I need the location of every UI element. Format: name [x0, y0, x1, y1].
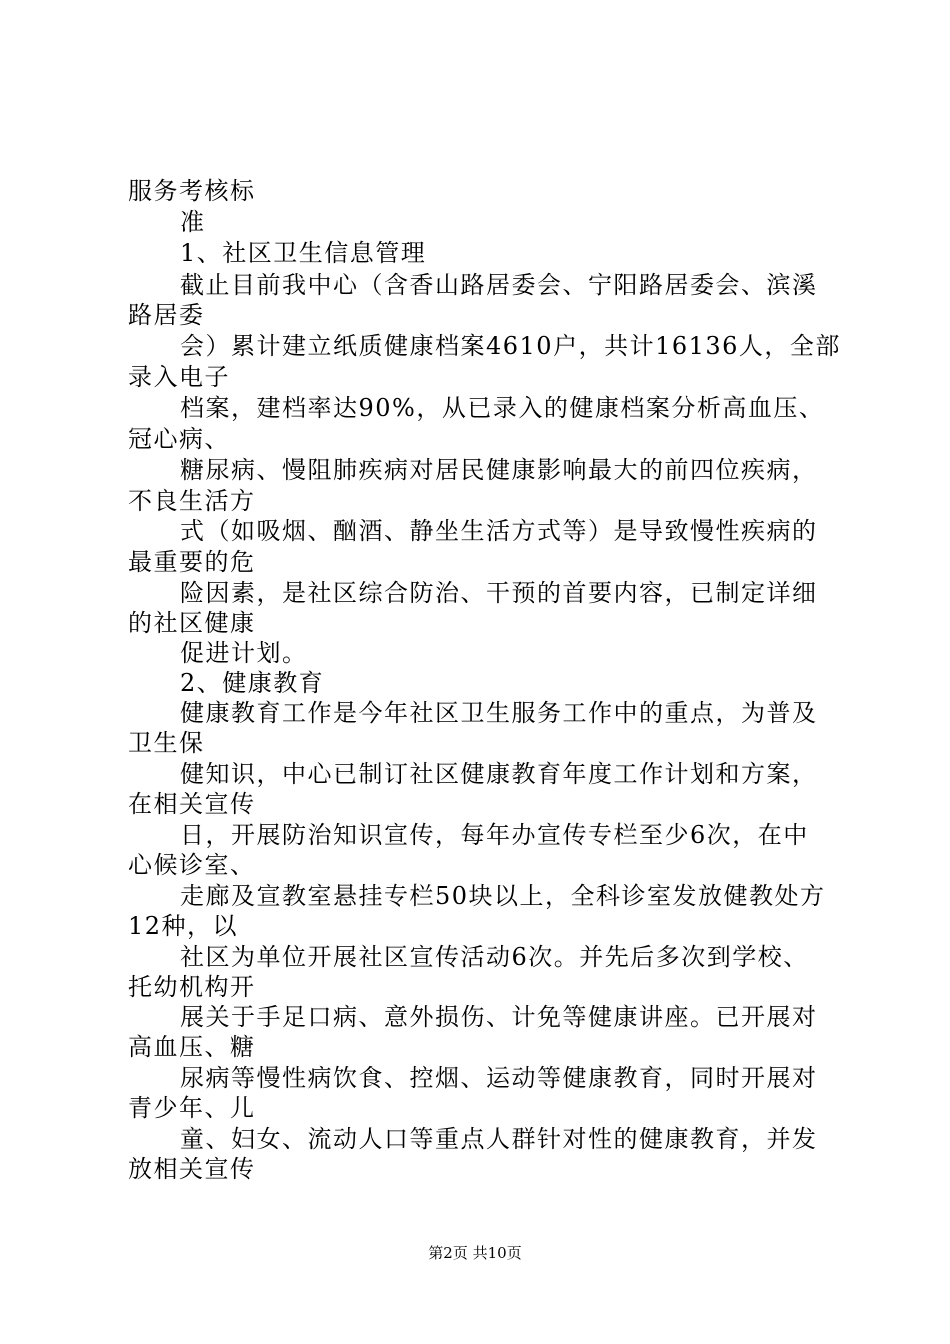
text-line: 路居委 — [128, 301, 205, 329]
text-line: 截止目前我中心（含香山路居委会、宁阳路居委会、滨溪 — [180, 271, 818, 299]
text-line: 录入电子 — [128, 363, 230, 391]
section-heading: 2、健康教育 — [180, 669, 325, 697]
text-line: 托幼机构开 — [128, 973, 256, 1001]
section-heading: 1、社区卫生信息管理 — [180, 239, 427, 267]
text-line: 心候诊室、 — [128, 851, 256, 879]
text-line: 展关于手足口病、意外损伤、计免等健康讲座。已开展对 — [180, 1003, 818, 1031]
text-line: 日，开展防治知识宣传，每年办宣传专栏至少6次，在中 — [180, 821, 809, 849]
text-line: 卫生保 — [128, 729, 205, 757]
text-line: 12种，以 — [128, 912, 239, 940]
text-line: 走廊及宣教室悬挂专栏50块以上，全科诊室发放健教处方 — [180, 882, 826, 910]
text-line: 糖尿病、慢阻肺疾病对居民健康影响最大的前四位疾病， — [180, 456, 818, 484]
text-line: 促进计划。 — [180, 639, 308, 667]
text-line: 放相关宣传 — [128, 1155, 256, 1183]
text-line: 社区为单位开展社区宣传活动6次。并先后多次到学校、 — [180, 943, 809, 971]
text-line: 式（如吸烟、酗酒、静坐生活方式等）是导致慢性疾病的 — [180, 517, 818, 545]
text-line: 青少年、儿 — [128, 1094, 256, 1122]
text-line: 童、妇女、流动人口等重点人群针对性的健康教育，并发 — [180, 1125, 818, 1153]
text-line: 在相关宣传 — [128, 790, 256, 818]
text-line: 档案，建档率达90%，从已录入的健康档案分析高血压、 — [180, 394, 825, 422]
text-line: 健康教育工作是今年社区卫生服务工作中的重点，为普及 — [180, 699, 818, 727]
text-line: 会）累计建立纸质健康档案4610户，共计16136人，全部 — [180, 332, 841, 360]
text-line: 尿病等慢性病饮食、控烟、运动等健康教育，同时开展对 — [180, 1064, 818, 1092]
text-line: 最重要的危 — [128, 548, 256, 576]
page-number-footer: 第2页 共10页 — [428, 1244, 522, 1262]
text-line: 的社区健康 — [128, 609, 256, 637]
text-line: 健知识，中心已制订社区健康教育年度工作计划和方案， — [180, 760, 818, 788]
text-line: 冠心病、 — [128, 425, 230, 453]
text-line: 险因素，是社区综合防治、干预的首要内容，已制定详细 — [180, 579, 818, 607]
text-line: 服务考核标 — [128, 177, 256, 205]
text-line: 准 — [180, 208, 206, 236]
text-line: 高血压、糖 — [128, 1033, 256, 1061]
text-line: 不良生活方 — [128, 487, 256, 515]
